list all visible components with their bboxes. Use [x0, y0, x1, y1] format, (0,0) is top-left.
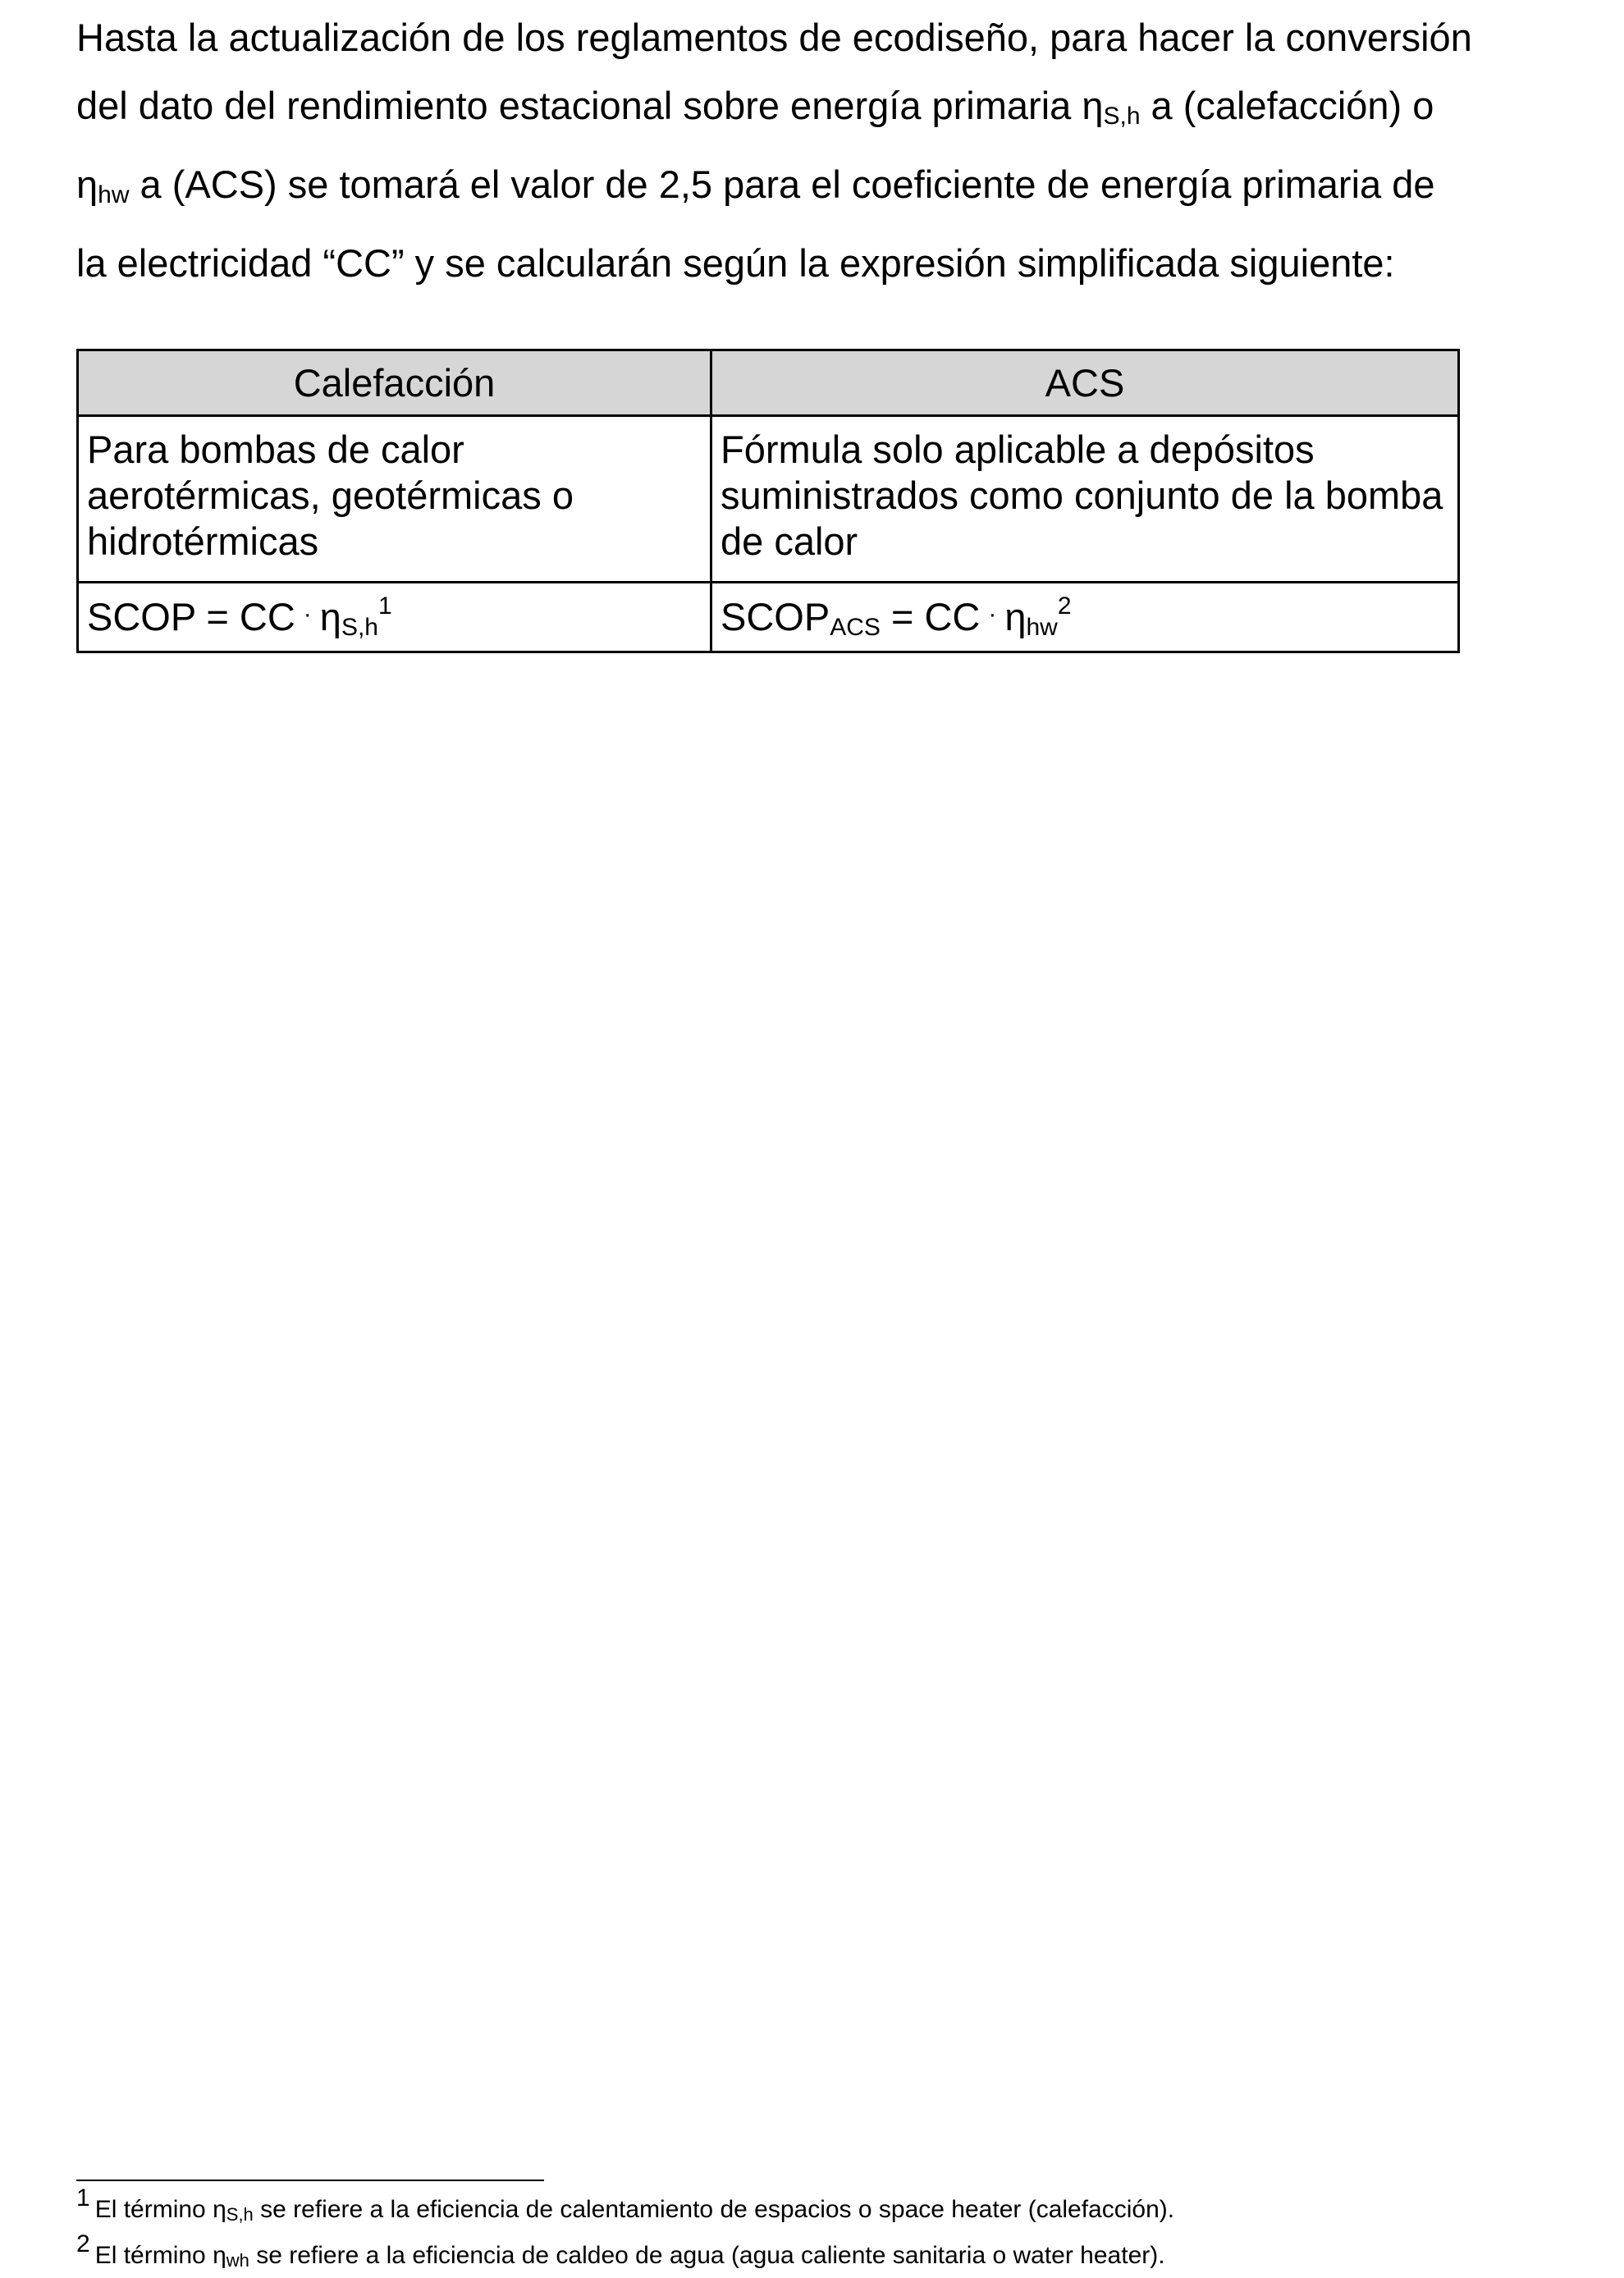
- footnote-text: se refiere a la eficiencia de calentamiento de espacios o space heater (calefacción).: [253, 2196, 1175, 2223]
- formula-lhs: SCOP = CC: [87, 595, 295, 638]
- footnote-2: [76, 2230, 1165, 2271]
- table-header-row: [78, 350, 1459, 416]
- intro-line-3-text: a (ACS) se tomará el valor de 2,5 para el coeficiente de energía primaria de: [129, 162, 1435, 206]
- eta-subscript: S,h: [341, 614, 378, 641]
- eta-subscript-sh: S,h: [1103, 103, 1141, 130]
- formula-row: [78, 583, 1459, 652]
- footnote-text: se refiere a la eficiencia de caldeo de agua (agua caliente sanitaria o water heater).: [249, 2242, 1165, 2269]
- multiply-dot: ·: [303, 601, 312, 628]
- footnote-number: 2: [76, 2230, 90, 2257]
- formula-eq: = CC: [880, 595, 981, 638]
- eta-subscript-hw: hw: [98, 181, 130, 208]
- conversion-table: [76, 349, 1460, 653]
- footnote-ref-2[interactable]: 2: [1057, 592, 1072, 620]
- scop-subscript: ACS: [830, 614, 881, 641]
- intro-line-4: la electricidad “CC” y se calcularán según la expresión simplificada siguiente:: [76, 241, 1395, 285]
- eta-symbol: η: [76, 162, 98, 206]
- formula-acs: [711, 583, 1459, 652]
- intro-line-2-text: del dato del rendimiento estacional sobre energía primaria: [76, 84, 1082, 127]
- eta-subscript: wh: [226, 2250, 249, 2271]
- eta-symbol: η: [1082, 84, 1104, 127]
- eta-symbol: η: [1004, 595, 1027, 638]
- cell-calefaccion-applicability: Para bombas de calor aerotérmicas, geotérmicas o hidrotérmicas: [78, 416, 711, 583]
- footnote-separator: [76, 2180, 544, 2181]
- cell-acs-applicability: Fórmula solo aplicable a depósitos suministrados como conjunto de la bomba de calor: [711, 416, 1459, 583]
- footnote-number: 1: [76, 2184, 90, 2212]
- formula-calefaccion: [78, 583, 711, 652]
- eta-subscript: hw: [1026, 614, 1058, 641]
- eta-symbol: η: [213, 2242, 226, 2269]
- intro-line-2: [76, 71, 1488, 150]
- header-acs: ACS: [711, 350, 1459, 416]
- eta-symbol: η: [213, 2196, 226, 2223]
- intro-line-1: Hasta la actualización de los reglamentos de ecodiseño, para hacer la conversión: [76, 16, 1472, 59]
- footnote-text: El término: [94, 2196, 213, 2223]
- footnote-1: [76, 2184, 1174, 2225]
- intro-paragraph: [76, 3, 1488, 297]
- eta-subscript: S,h: [226, 2204, 254, 2225]
- footnote-ref-1[interactable]: 1: [377, 592, 392, 620]
- intro-line-2-tail: a (calefacción) o: [1140, 84, 1434, 127]
- eta-symbol: η: [319, 595, 341, 638]
- footnote-text: El término: [94, 2242, 213, 2269]
- table-row: [78, 416, 1459, 583]
- intro-line-3: [76, 150, 1488, 229]
- formula-lhs: SCOP: [721, 595, 830, 638]
- multiply-dot: ·: [988, 601, 997, 628]
- header-calefaccion: Calefacción: [78, 350, 711, 416]
